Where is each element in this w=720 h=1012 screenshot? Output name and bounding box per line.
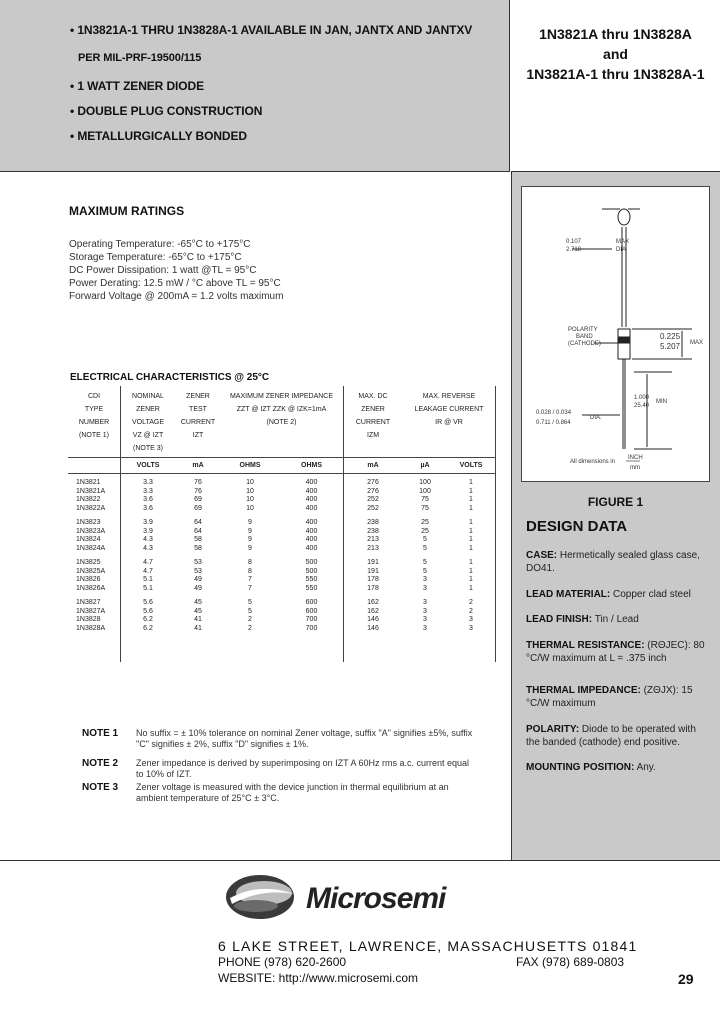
table-cell: 5.6: [143, 599, 153, 606]
table-cell: 5: [423, 559, 427, 566]
table-cell: 162: [367, 599, 379, 606]
header-test-current: ZENER TEST CURRENT IZT: [180, 393, 216, 439]
phone-number: PHONE (978) 620-2600: [218, 955, 347, 969]
table-cell: 1N3825: [76, 559, 101, 566]
table-cell: 252: [367, 496, 379, 503]
table-cell: 64: [194, 519, 202, 526]
unit-cell: mA: [192, 462, 204, 469]
table-cell: 400: [305, 519, 318, 526]
table-cell: 3.3: [143, 487, 153, 495]
table-cell: 178: [367, 584, 379, 592]
table-cell: 162: [367, 607, 379, 615]
page-number: 29: [678, 971, 694, 987]
table-header: [68, 386, 496, 458]
table-cell: 252: [367, 504, 379, 512]
unit-inch: INCH: [628, 455, 643, 461]
table-cell: 3: [423, 616, 427, 623]
dim-lead-len-mm: 25.40: [634, 403, 650, 409]
table-cell: 2: [248, 616, 252, 623]
table-cell: 4.7: [143, 567, 153, 575]
units-note: All dimensions in: [570, 459, 616, 465]
table-cell: 100: [419, 479, 431, 486]
table-cell: 1N3824: [76, 536, 101, 543]
spec-lead-finish: LEAD FINISH: Tin / Lead: [526, 614, 639, 625]
table-cell: 1: [469, 544, 473, 552]
table-cell: 1N3823A: [76, 527, 106, 535]
rating-line: Forward Voltage @ 200mA = 1.2 volts maximum: [69, 291, 284, 302]
table-cell: 400: [305, 536, 318, 543]
spec-polarity: POLARITY: Diode to be operated with the banded (cathode) end positive.: [526, 724, 696, 748]
header-max-current: MAX. DC ZENER CURRENT IZM: [355, 393, 391, 439]
table-cell: 1: [469, 584, 473, 592]
part-number-title: [511, 24, 720, 84]
table-cell: 53: [194, 559, 202, 566]
table-cell: 550: [305, 584, 318, 592]
footer-divider: [0, 860, 720, 861]
units-row: [68, 458, 496, 474]
header-impedance: MAXIMUM ZENER IMPEDANCE ZZT @ IZT ZZK @ IZK=1mA (NOTE 2): [229, 393, 334, 426]
spec-thermal-impedance: THERMAL IMPEDANCE: (ZΘJX): 15 °C/W maximum: [526, 685, 693, 709]
table-cell: 45: [194, 607, 202, 615]
table-cell: 75: [421, 496, 429, 503]
table-cell: 1N3828: [76, 616, 101, 623]
table-cell: 1N3824A: [76, 544, 106, 552]
table-cell: 5.1: [143, 576, 153, 583]
table-cell: 10: [246, 487, 254, 495]
electrical-table: [68, 386, 496, 662]
feature-item: • 1N3821A-1 THRU 1N3828A-1 AVAILABLE IN JAN, JANTX AND JANTXV: [70, 23, 473, 37]
note-label: NOTE 1: [82, 728, 119, 739]
table-cell: 2: [248, 624, 252, 632]
table-cell: 3.3: [143, 479, 153, 486]
table-cell: 3.9: [143, 527, 153, 535]
table-cell: 6.2: [143, 616, 153, 623]
rating-line: Power Derating: 12.5 mW / °C above TL = 95°C: [69, 278, 281, 289]
table-cell: 178: [367, 576, 379, 583]
ratings-heading: MAXIMUM RATINGS: [69, 204, 185, 218]
table-cell: 400: [305, 487, 318, 495]
table-cell: 4.3: [143, 536, 153, 543]
table-cell: 400: [305, 496, 318, 503]
table-cell: 5: [423, 536, 427, 543]
dim-lead-dia: 0.107: [566, 239, 582, 245]
table-cell: 500: [305, 559, 318, 566]
table-cell: 100: [419, 487, 431, 495]
table-cell: 700: [305, 624, 318, 632]
website-link[interactable]: WEBSITE: http://www.microsemi.com: [218, 971, 419, 985]
package-drawing: [521, 186, 710, 482]
dim-lead-dia-mm: 2.718: [566, 247, 582, 253]
table-cell: 10: [246, 479, 254, 486]
table-cell: 2: [469, 599, 473, 606]
table-cell: 76: [194, 487, 202, 495]
table-cell: 10: [246, 504, 254, 512]
spec-mounting: MOUNTING POSITION: Any.: [526, 762, 656, 773]
logo-mark-icon: [222, 868, 452, 926]
table-cell: 7: [248, 576, 252, 583]
table-cell: 238: [367, 527, 379, 535]
table-cell: 8: [248, 567, 252, 575]
table-cell: 3: [469, 616, 473, 623]
table-cell: 1: [469, 519, 473, 526]
dim-wire-mm: 0.711 / 0.864: [536, 420, 571, 426]
table-cell: 25: [421, 527, 429, 535]
table-cell: 1N3826A: [76, 584, 106, 592]
table-cell: 1: [469, 559, 473, 566]
table-cell: 5: [248, 599, 252, 606]
table-cell: 1: [469, 504, 473, 512]
spec-thermal-resistance: THERMAL RESISTANCE: (RΘJEC): 80 °C/W maximum at L = .375 inch: [526, 640, 705, 664]
feature-item: PER MIL-PRF-19500/115: [78, 52, 202, 64]
table-cell: 3: [423, 624, 427, 632]
note-text: Zener voltage is measured with the device junction in thermal equilibrium at an ambient temperature of 25°C ± 3°C.: [136, 782, 449, 803]
table-cell: 1N3822A: [76, 504, 106, 512]
table-cell: 1N3822: [76, 496, 101, 503]
note-label: NOTE 2: [82, 758, 119, 769]
dim-body-max: MAX: [690, 340, 704, 346]
table-cell: 1N3821A: [76, 487, 106, 495]
table-cell: 1N3827A: [76, 607, 106, 615]
table-row: [68, 584, 496, 593]
note-text: Zener impedance is derived by superimposing on IZT A 60Hz rms a.c. current equal to 10% of IZT.: [136, 758, 469, 779]
table-cell: 3.6: [143, 504, 153, 512]
fax-number: FAX (978) 689-0803: [516, 955, 625, 969]
table-cell: 1: [469, 576, 473, 583]
rating-line: Storage Temperature: -65°C to +175°C: [69, 252, 242, 263]
table-cell: 41: [194, 616, 202, 623]
table-cell: 45: [194, 599, 202, 606]
table-row: [68, 504, 496, 513]
table-cell: 3: [423, 607, 427, 615]
table-cell: 3: [423, 584, 427, 592]
table-cell: 9: [248, 519, 252, 526]
table-cell: 3.6: [143, 496, 153, 503]
table-cell: 5.1: [143, 584, 153, 592]
table-cell: 400: [305, 479, 318, 486]
header-voltage: NOMINAL ZENER VOLTAGE VZ @ IZT (NOTE 3): [131, 393, 165, 452]
table-row: [68, 624, 496, 633]
table-cell: 9: [248, 527, 252, 535]
table-cell: 1: [469, 496, 473, 503]
table-cell: 400: [305, 527, 318, 535]
table-cell: 400: [305, 504, 318, 512]
table-cell: 9: [248, 536, 252, 543]
cathode-label: (CATHODE): [568, 341, 601, 347]
table-cell: 213: [367, 536, 379, 543]
table-cell: 1N3828A: [76, 624, 106, 632]
table-cell: 64: [194, 527, 202, 535]
table-cell: 400: [305, 544, 318, 552]
table-cell: 1N3825A: [76, 567, 106, 575]
table-cell: 146: [367, 616, 379, 623]
table-cell: 3: [423, 599, 427, 606]
table-cell: 5.6: [143, 607, 153, 615]
table-cell: 58: [194, 544, 202, 552]
table-cell: 1: [469, 527, 473, 535]
dim-body: 0.225: [660, 332, 681, 341]
table-cell: 4.3: [143, 544, 153, 552]
figure-caption: FIGURE 1: [587, 495, 644, 509]
table-row: [68, 544, 496, 553]
rating-line: Operating Temperature: -65°C to +175°C: [69, 239, 251, 250]
table-cell: 4.7: [143, 559, 153, 566]
microsemi-logo: [222, 868, 452, 926]
polarity-label: POLARITY: [568, 327, 598, 333]
dim-max: MAX: [616, 239, 630, 245]
table-cell: 1: [469, 487, 473, 495]
design-data-title: DESIGN DATA: [526, 518, 628, 535]
dim-wire-dia: DIA.: [590, 415, 602, 421]
diode-outline-drawing: [522, 187, 711, 483]
company-address: 6 LAKE STREET, LAWRENCE, MASSACHUSETTS 01841: [218, 938, 638, 954]
table-cell: 600: [305, 599, 318, 606]
table-cell: 191: [367, 567, 379, 575]
table-cell: 213: [367, 544, 379, 552]
table-cell: 1N3823: [76, 519, 101, 526]
header-type: CDI TYPE NUMBER (NOTE 1): [78, 393, 110, 439]
unit-cell: µA: [420, 462, 430, 469]
unit-cell: OHMS: [239, 462, 261, 469]
note-label: NOTE 3: [82, 782, 119, 793]
table-cell: 25: [421, 519, 429, 526]
table-cell: 6.2: [143, 624, 153, 632]
table-cell: 1N3826: [76, 576, 101, 583]
table-cell: 146: [367, 624, 379, 632]
table-cell: 191: [367, 559, 379, 566]
unit-cell: VOLTS: [136, 462, 160, 469]
table-cell: 5: [248, 607, 252, 615]
unit-cell: OHMS: [301, 462, 322, 469]
table-cell: 1N3821: [76, 479, 101, 486]
table-cell: 10: [246, 496, 254, 503]
band-label: BAND: [576, 334, 593, 340]
table-cell: 75: [421, 504, 429, 512]
table-cell: 500: [305, 567, 318, 575]
table-cell: 276: [367, 487, 379, 495]
table-cell: 9: [248, 544, 252, 552]
dim-lead-min: MIN: [656, 399, 667, 405]
table-cell: 1N3827: [76, 599, 101, 606]
table-cell: 2: [469, 607, 473, 615]
dim-body-mm: 5.207: [660, 342, 681, 351]
spec-lead-material: LEAD MATERIAL: Copper clad steel: [526, 589, 691, 600]
title-line: 1N3821A thru 1N3828A: [539, 26, 692, 42]
dim-wire: 0.028 / 0.034: [536, 410, 572, 416]
logo-text: Microsemi: [306, 882, 446, 915]
title-line: 1N3821A-1 thru 1N3828A-1: [526, 66, 705, 82]
table-cell: 1: [469, 536, 473, 543]
table-cell: 238: [367, 519, 379, 526]
unit-cell: VOLTS: [459, 462, 483, 469]
table-cell: 1: [469, 479, 473, 486]
dim-dia: DIA: [616, 247, 627, 253]
spec-case: CASE: Hermetically sealed glass case, DO41.: [526, 550, 700, 574]
unit-mm: mm: [630, 465, 640, 471]
table-cell: 41: [194, 624, 202, 632]
table-cell: 550: [305, 576, 318, 583]
table-cell: 8: [248, 559, 252, 566]
note-text: No suffix = ± 10% tolerance on nominal Zener voltage, suffix "A" signifies ±5%, suffix "C" signifies ± 2%, suffix "D" signifies ± 1%.: [136, 728, 473, 749]
table-cell: 49: [194, 576, 202, 583]
table-cell: 3.9: [143, 519, 153, 526]
electrical-heading: ELECTRICAL CHARACTERISTICS @ 25°C: [70, 372, 270, 383]
table-cell: 600: [305, 607, 318, 615]
table-cell: 69: [194, 496, 202, 503]
table-cell: 5: [423, 567, 427, 575]
dim-lead-len: 1.000: [634, 395, 650, 401]
title-line: and: [603, 46, 628, 62]
rating-line: DC Power Dissipation: 1 watt @TL = 95°C: [69, 265, 257, 276]
feature-item: • DOUBLE PLUG CONSTRUCTION: [70, 104, 263, 118]
unit-cell: mA: [367, 462, 379, 469]
ratings-list: [69, 238, 283, 303]
table-cell: 7: [248, 584, 252, 592]
table-cell: 58: [194, 536, 202, 543]
header-leakage: MAX. REVERSE LEAKAGE CURRENT IR @ VR: [414, 393, 484, 426]
table-cell: 5: [423, 544, 427, 552]
feature-item: • 1 WATT ZENER DIODE: [70, 79, 204, 93]
table-cell: 3: [469, 624, 473, 632]
feature-item: • METALLURGICALLY BONDED: [70, 129, 247, 143]
table-cell: 276: [367, 479, 379, 486]
table-cell: 76: [194, 479, 202, 486]
table-cell: 3: [423, 576, 427, 583]
table-cell: 53: [194, 567, 202, 575]
table-cell: 700: [305, 616, 318, 623]
table-cell: 1: [469, 567, 473, 575]
table-cell: 69: [194, 504, 202, 512]
table-cell: 49: [194, 584, 202, 592]
